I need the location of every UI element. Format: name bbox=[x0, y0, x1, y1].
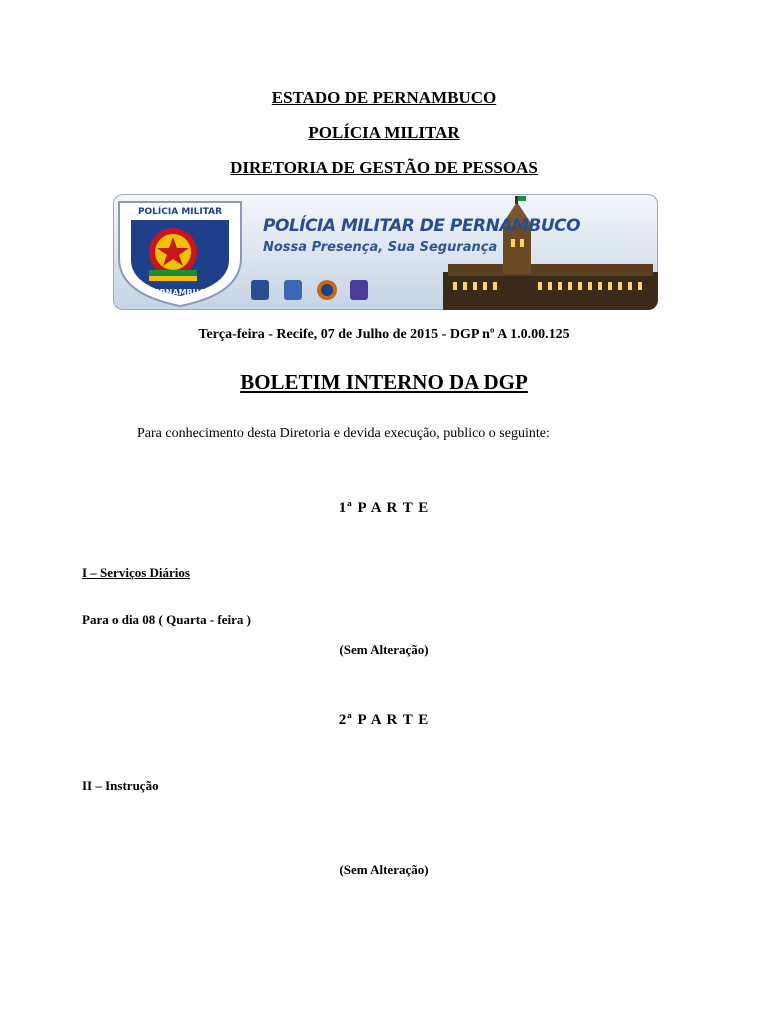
banner-subtitle: Nossa Presença, Sua Segurança bbox=[263, 240, 498, 255]
header-state: ESTADO DE PERNAMBUCO bbox=[271, 88, 497, 107]
intro-text: Para conhecimento desta Diretoria e devida execução, publico o seguinte: bbox=[137, 426, 550, 441]
unit-crests bbox=[251, 280, 368, 300]
badge-top-text: POLÍCIA MILITAR bbox=[137, 207, 223, 217]
part2-section-title: II – Instrução bbox=[82, 778, 159, 793]
part1-status: (Sem Alteração) bbox=[339, 642, 429, 657]
part1-day-line: Para o dia 08 ( Quarta - feira ) bbox=[82, 612, 251, 627]
document-title: BOLETIM INTERNO DA DGP bbox=[240, 370, 528, 394]
part2-status: (Sem Alteração) bbox=[339, 862, 429, 877]
banner-title: POLÍCIA MILITAR DE PERNAMBUCO bbox=[263, 216, 581, 236]
header-directorate: DIRETORIA DE GESTÃO DE PESSOAS bbox=[230, 158, 538, 177]
shield-badge-icon bbox=[119, 202, 241, 306]
part2-heading: 2ª P A R T E bbox=[338, 712, 430, 728]
dateline: Terça-feira - Recife, 07 de Julho de 2015 - DGP nº A 1.0.00.125 bbox=[198, 327, 570, 342]
police-banner bbox=[113, 194, 658, 310]
badge-bottom-text: PERNAMBUCO bbox=[148, 288, 212, 297]
part1-section-title: I – Serviços Diários bbox=[82, 565, 190, 580]
header-police: POLÍCIA MILITAR bbox=[308, 123, 460, 142]
part1-heading: 1ª P A R T E bbox=[338, 500, 430, 516]
